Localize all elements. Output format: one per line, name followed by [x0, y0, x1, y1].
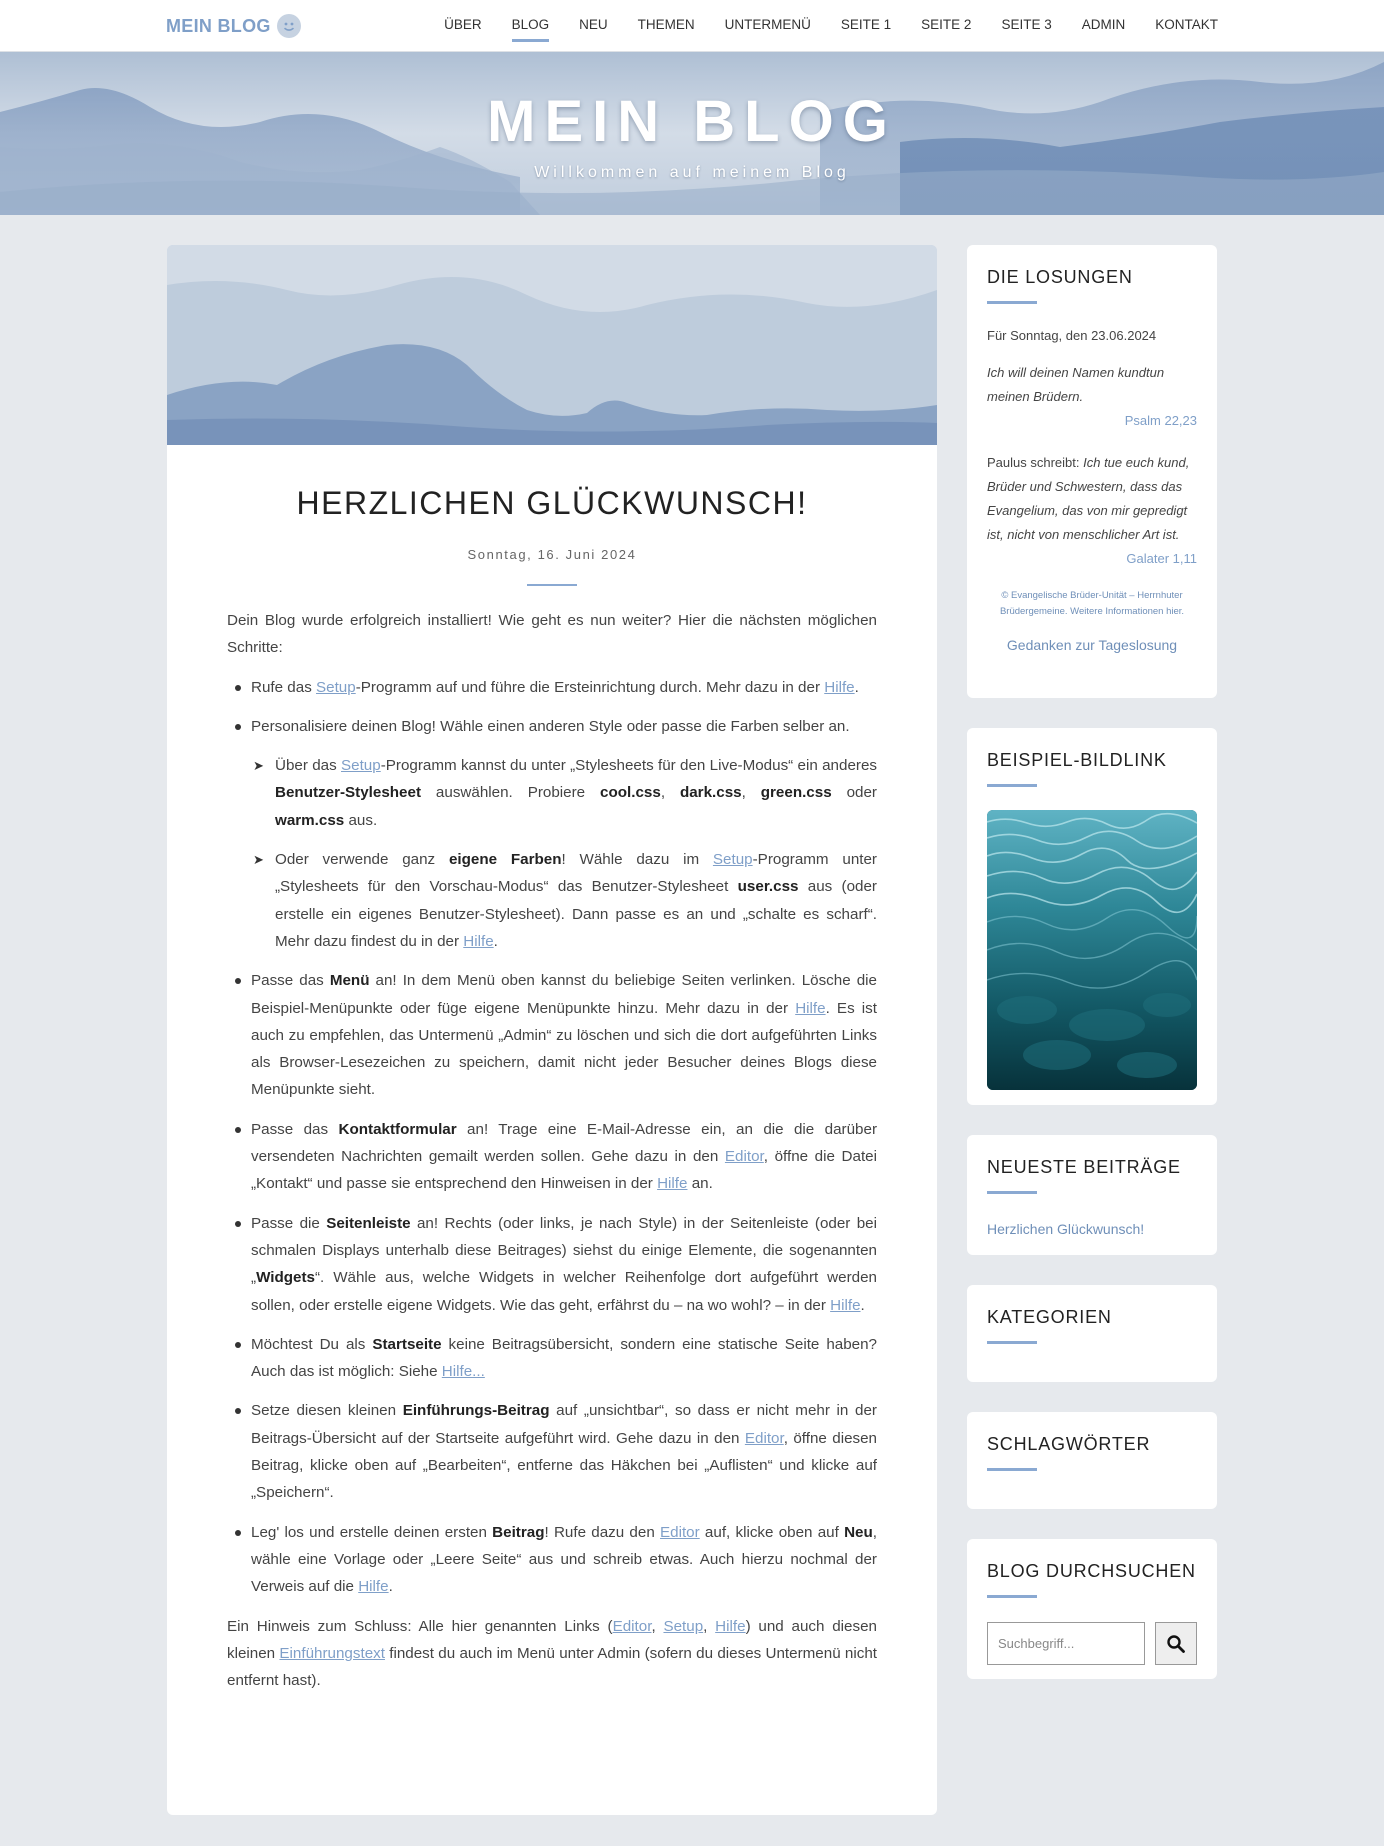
search-icon	[1166, 1634, 1186, 1654]
list-item: Setze diesen kleinen Einführungs-Beitrag auf „unsichtbar“, so dass er nicht mehr in der Beitrags-Übersicht auf der Startseite aufgeführt wird. Gehe dazu in den Editor, öffne diesen Beitrag, klicke oben auf „Bearbeiten“, entferne das Häkchen bei „Auflisten“ und klicke auf „Speichern“.	[227, 1397, 877, 1506]
losung-verse-2: Paulus schreibt: Ich tue euch kund, Brüder und Schwestern, dass das Evangelium, das von mir gepredigt ist, nicht von menschlicher Art ist.	[987, 455, 1190, 542]
hilfe-link[interactable]: Hilfe	[657, 1175, 688, 1193]
widget-title: KATEGORIEN	[987, 1307, 1112, 1327]
nav-item-blog[interactable]: BLOG	[512, 0, 550, 52]
tageslosung-link[interactable]: Gedanken zur Tageslosung	[1006, 637, 1178, 653]
widget-title-underline	[987, 1468, 1037, 1471]
banner-title: MEIN BLOG	[487, 89, 897, 154]
recent-post-link[interactable]: Herzlichen Glückwunsch!	[987, 1221, 1145, 1237]
editor-link[interactable]: Editor	[660, 1523, 700, 1541]
einfuehrungstext-link[interactable]: Einführungstext	[279, 1644, 385, 1662]
search-input[interactable]	[987, 1622, 1145, 1665]
editor-link[interactable]: Editor	[724, 1148, 764, 1166]
nav-item-untermenue[interactable]: UNTERMENÜ	[724, 17, 811, 32]
hilfe-link[interactable]: Hilfe...	[441, 1363, 485, 1381]
setup-link[interactable]: Setup	[712, 851, 753, 869]
widget-recent-posts	[967, 1135, 1217, 1255]
post-content	[227, 607, 877, 1706]
nav-item-neu[interactable]: NEU	[579, 17, 608, 32]
post-intro: Dein Blog wurde erfolgreich installiert! Wie geht es nun weiter? Hier die nächsten möglichen Schritte:	[227, 612, 877, 657]
widget-losungen	[967, 245, 1217, 698]
header-banner	[0, 52, 1384, 215]
hilfe-link[interactable]: Hilfe	[830, 1296, 861, 1314]
post-title: HERZLICHEN GLÜCKWUNSCH!	[296, 485, 808, 521]
losung-reference-1: Psalm 22,23	[1124, 413, 1197, 428]
nav-item-kontakt[interactable]: KONTAKT	[1155, 17, 1218, 32]
nav-item-themen[interactable]: THEMEN	[637, 17, 695, 32]
post-header-image	[167, 245, 937, 445]
hilfe-link[interactable]: Hilfe	[715, 1617, 746, 1635]
list-item: Passe das Kontaktformular an! Trage eine E-Mail-Adresse ein, an die die darüber versendeten Nachrichten gemailt werden sollen. Gehe dazu in den Editor, öffne die Datei „Kontakt“ und passe sie entsprechend den Hinweisen in der Hilfe an.	[227, 1116, 877, 1198]
widget-tags	[967, 1412, 1217, 1509]
setup-link[interactable]: Setup	[341, 757, 381, 775]
nav-item-seite-3[interactable]: SEITE 3	[1001, 17, 1052, 32]
post-date: Sonntag, 16. Juni 2024	[467, 547, 637, 562]
widget-title-underline	[987, 1191, 1037, 1194]
nav-item-seite-1[interactable]: SEITE 1	[840, 17, 892, 32]
widget-title-underline	[987, 1595, 1037, 1598]
widget-title-underline	[987, 784, 1037, 787]
blog-post-card	[167, 245, 937, 1815]
banner-subtitle: Willkommen auf meinem Blog	[534, 164, 850, 181]
widget-title: DIE LOSUNGEN	[987, 267, 1133, 287]
post-outro: Ein Hinweis zum Schluss: Alle hier genannten Links (Editor, Setup, Hilfe) und auch diesen kleinen Einführungstext findest du auch im Menü unter Admin (sofern du dieses Untermenü nicht entfernt hast).	[227, 1617, 877, 1690]
widget-title: BLOG DURCHSUCHEN	[987, 1561, 1196, 1581]
nav-item-ueber[interactable]: ÜBER	[444, 17, 482, 32]
list-item: Passe die Seitenleiste an! Rechts (oder links, je nach Style) in der Seitenleiste (oder bei schmalen Displays unterhalb diese Beitrages) siehst du einige Elemente, die sogenannten „Widgets“. Wähle aus, welche Widgets in welcher Reihenfolge dort aufgeführt werden sollen, oder erstelle eigene Widgets. Wie das geht, erfährst du – na wo wohl? – in der Hilfe.	[227, 1210, 877, 1319]
widget-categories	[967, 1285, 1217, 1382]
search-form	[987, 1622, 1197, 1665]
losung-date: Für Sonntag, den 23.06.2024	[987, 328, 1157, 343]
losung-verse-1: Ich will deinen Namen kundtun meinen Brüdern.	[987, 365, 1165, 404]
sub-list-item: ➤ Oder verwende ganz eigene Farben! Wähle dazu im Setup-Programm unter „Stylesheets für den Vorschau-Modus“ das Benutzer-Stylesheet user.css aus (oder erstelle ein eigenes Benutzer-Stylesheet). Dann passe es an und „schalte es scharf“. Mehr dazu findest du in der Hilfe.	[251, 846, 877, 955]
list-item: Leg' los und erstelle deinen ersten Beitrag! Rufe dazu den Editor auf, klicke oben auf Neu, wähle eine Vorlage oder „Leere Seite“ aus und schreib etwas. Auch hierzu nochmal der Verweis auf die Hilfe.	[227, 1519, 877, 1601]
losung-copyright[interactable]: © Evangelische Brüder-Unität – Herrnhuter Brüdergemeine. Weitere Informationen hier.	[999, 590, 1185, 617]
nav-item-admin[interactable]: ADMIN	[1081, 17, 1126, 32]
nav-item-seite-2[interactable]: SEITE 2	[921, 17, 972, 32]
list-item: Personalisiere deinen Blog! Wähle einen anderen Style oder passe die Farben selber an. ➤ Über das Setup-Programm kannst du unter „Stylesheets für den Live-Modus“ ein anderes Benutzer-Stylesheet auswählen. Probiere cool.css, dark.css, green.css oder warm.css aus. ➤ Oder verwende ganz eigene Farben! Wähle dazu im Setup-Programm unter „Stylesheets für den Vorschau-Modus“ das Benutzer-Stylesheet user.css aus (oder erstelle ein eigenes Benutzer-Stylesheet). Dann passe es an und „schalte es scharf“. Mehr dazu findest du in der Hilfe.	[227, 713, 877, 955]
main-menu	[414, 0, 1218, 52]
widget-title-underline	[987, 301, 1037, 304]
site-logo[interactable]	[166, 13, 301, 39]
widget-title: SCHLAGWÖRTER	[987, 1434, 1151, 1454]
search-button[interactable]	[1155, 1622, 1197, 1665]
hilfe-link[interactable]: Hilfe	[824, 678, 855, 696]
sub-list-item: ➤ Über das Setup-Programm kannst du unter „Stylesheets für den Live-Modus“ ein anderes Benutzer-Stylesheet auswählen. Probiere cool.css, dark.css, green.css oder warm.css aus.	[251, 752, 877, 834]
widget-title: BEISPIEL-BILDLINK	[987, 750, 1167, 770]
list-item: Rufe das Setup-Programm auf und führe die Ersteinrichtung durch. Mehr dazu in der Hilfe.	[227, 674, 877, 701]
widget-search	[967, 1539, 1217, 1679]
widget-title-underline	[987, 1341, 1037, 1344]
hilfe-link[interactable]: Hilfe	[463, 932, 494, 950]
editor-link[interactable]: Editor	[744, 1429, 784, 1447]
water-image-link[interactable]	[987, 810, 1197, 1090]
list-item: Passe das Menü an! In dem Menü oben kannst du beliebige Seiten verlinken. Lösche die Beispiel-Menüpunkte oder füge eigene Menüpunkte hinzu. Mehr dazu in der Hilfe. Es ist auch zu empfehlen, das Untermenü „Admin“ zu löschen und sich die dort aufgeführten Links als Browser-Lesezeichen zu speichern, damit nicht jeder Besucher deines Blogs diese Menüpunkte sieht.	[227, 967, 877, 1103]
steps-list	[227, 674, 877, 1601]
editor-link[interactable]: Editor	[612, 1617, 652, 1635]
losung-reference-2: Galater 1,11	[1126, 551, 1197, 566]
list-item: Möchtest Du als Startseite keine Beitragsübersicht, sondern eine statische Seite haben? Auch das ist möglich: Siehe Hilfe...	[227, 1331, 877, 1386]
smiley-icon	[277, 14, 301, 38]
hilfe-link[interactable]: Hilfe	[358, 1578, 389, 1596]
widget-bildlink	[967, 728, 1217, 1105]
sub-list	[251, 752, 877, 955]
widget-title: NEUESTE BEITRÄGE	[987, 1157, 1181, 1177]
top-navigation-bar	[0, 0, 1384, 52]
setup-link[interactable]: Setup	[663, 1617, 704, 1635]
hilfe-link[interactable]: Hilfe	[795, 999, 826, 1017]
title-divider	[527, 584, 577, 586]
logo-text: MEIN BLOG	[166, 15, 271, 36]
setup-link[interactable]: Setup	[316, 678, 356, 696]
